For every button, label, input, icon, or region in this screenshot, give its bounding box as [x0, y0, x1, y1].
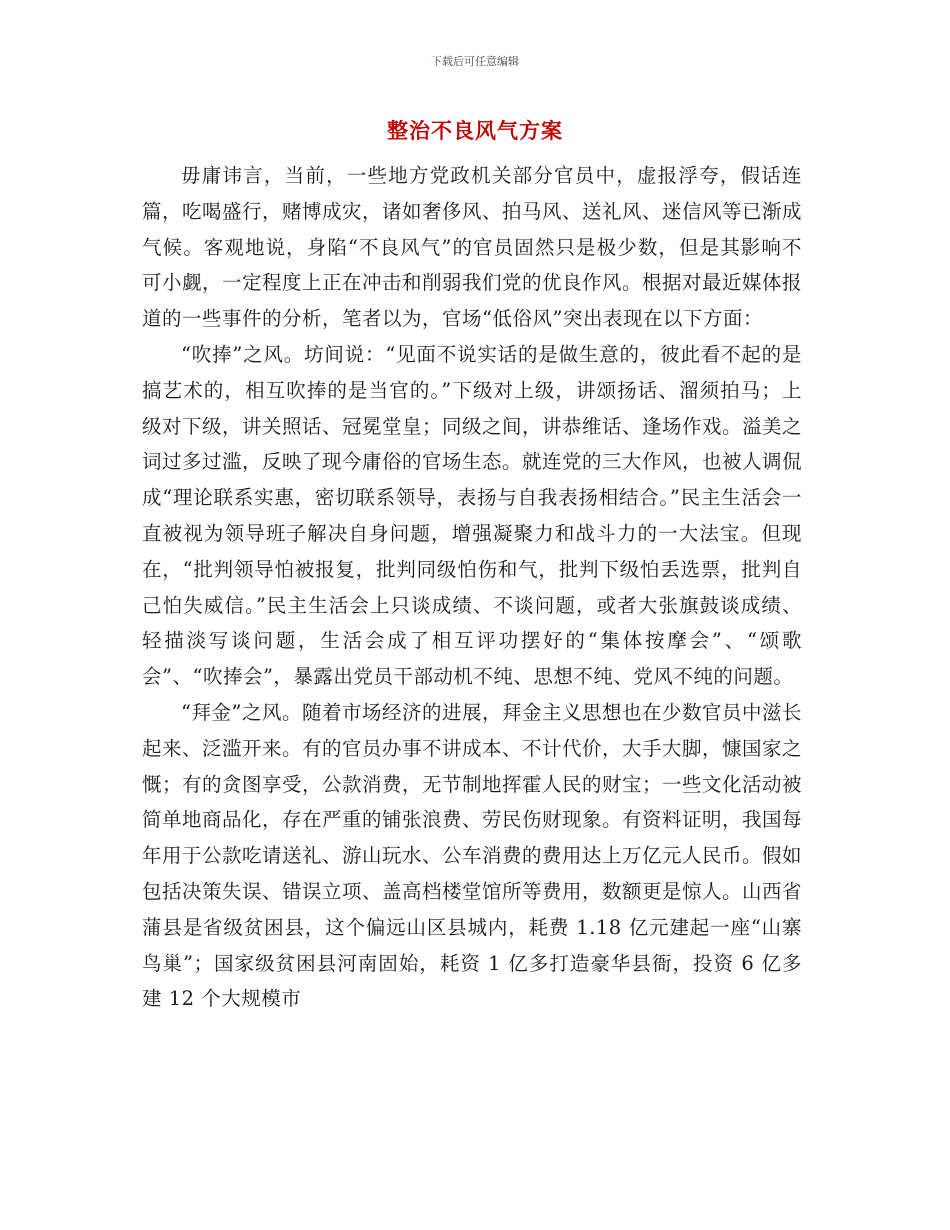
paragraph-money-worship: “拜金”之风。随着市场经济的进展，拜金主义思想也在少数官员中滋长起来、泛滥开来。有的官员办事不讲成本、不计代价，大手大脚，慷国家之慨；有的贪图享受，公款消费，无节制地挥霍人民的财宝；一些文化活动被简单地商品化，存在严重的铺张浪费、劳民伤财现象。有资料证明，我国每年用于公款吃请送礼、游山玩水、公车消费的费用达上万亿元人民币。假如包括决策失误、错误立项、盖高档楼堂馆所等费用，数额更是惊人。山西省蒲县是省级贫困县，这个偏远山区县城内，耗费 1.18 亿元建起一座“山寨鸟巢”；国家级贫困县河南固始，耗资 1 亿多打造豪华县衙，投资 6 亿多建 12 个大规模市	[142, 700, 803, 1011]
document-body	[142, 158, 802, 1017]
document-title: 整治不良风气方案	[387, 119, 563, 143]
header-note: 下载后可任意编辑	[431, 55, 519, 68]
paragraph-flattery: “吹捧”之风。坊间说：“见面不说实话的是做生意的，彼此看不起的是搞艺术的，相互吹捧的是当官的。”下级对上级，讲颂扬话、溜须拍马；上级对下级，讲关照话、冠冕堂皇；同级之间，讲恭维话、逢场作戏。溢美之词过多过滥，反映了现今庸俗的官场生态。就连党的三大作风，也被人调侃成“理论联系实惠，密切联系领导，表扬与自我表扬相结合。”民主生活会一直被视为领导班子解决自身问题，增强凝聚力和战斗力的一大法宝。但现在，“批判领导怕被报复，批判同级怕伤和气，批判下级怕丢选票，批判自己怕失威信。”民主生活会上只谈成绩、不谈问题，或者大张旗鼓谈成绩、轻描淡写谈问题，生活会成了相互评功摆好的“集体按摩会”、“颂歌会”、“吹捧会”，暴露出党员干部动机不纯、思想不纯、党风不纯的问题。	[142, 342, 803, 689]
paragraph-intro: 毋庸讳言，当前，一些地方党政机关部分官员中，虚报浮夸，假话连篇，吃喝盛行，赌博成灾，诸如奢侈风、拍马风、送礼风、迷信风等已渐成气候。客观地说，身陷“不良风气”的官员固然只是极少数，但是其影响不可小觑，一定程度上正在冲击和削弱我们党的优良作风。根据对最近媒体报道的一些事件的分析，笔者以为，官场“低俗风”突出表现在以下方面：	[142, 164, 803, 331]
